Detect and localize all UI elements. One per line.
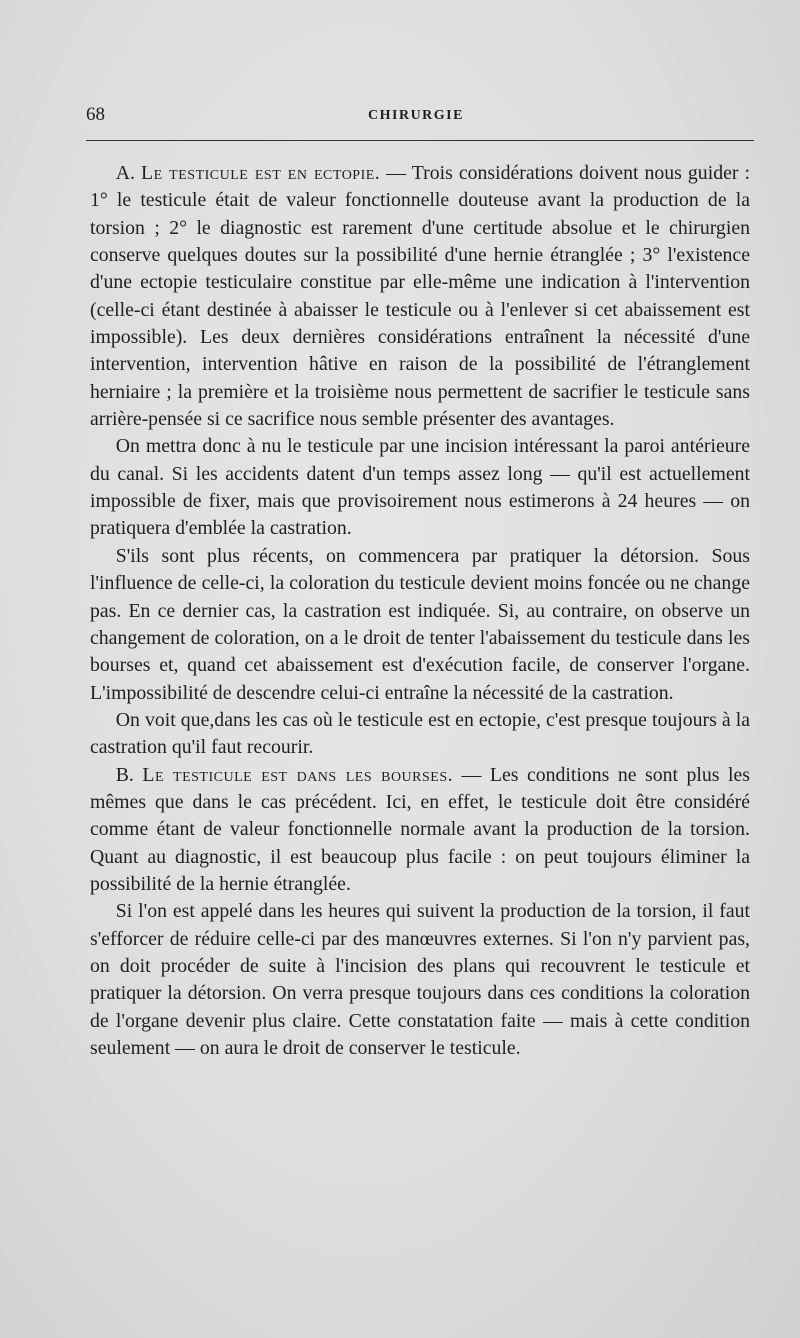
paragraph: On voit que,dans les cas où le testicule est en ectopie, c'est presque toujours à la castration qu'il faut recourir. — [90, 708, 750, 759]
section-b-heading: Le testicule est dans les bourses. — [142, 763, 454, 786]
section-b-label: B. — [115, 763, 134, 786]
page-header — [86, 104, 746, 134]
paragraph-section-b — [90, 762, 750, 899]
section-a-heading: Le testicule est en ectopie. — [141, 162, 381, 184]
paragraph-text: — Les conditions ne sont plus les mêmes que dans le cas précédent. Ici, en effet, le testicule doit être considéré comme étant de valeur fonctionnelle normale avant la production de la torsion. Quant au diagnostic, il est beaucoup plus facile : on peut toujours éliminer la possibilité de la hernie étranglée. — [90, 763, 750, 895]
paragraph: Si l'on est appelé dans les heures qui suivent la production de la torsion, il faut s'efforcer de réduire celle-ci par des manœuvres externes. Si l'on n'y parvient pas, on doit procéder de suite à l'incision des plans qui recouvrent le testicule et pratiquer la détorsion. On verra presque toujours dans ces conditions la coloration de l'organe devenir plus claire. Cette constatation faite — mais à cette condition seulement — on aura le droit de conserver le testicule. — [90, 900, 750, 1059]
body-text — [90, 160, 750, 1062]
paragraph-section-a — [90, 160, 750, 433]
page-number: 68 — [86, 104, 105, 125]
paragraph: S'ils sont plus récents, on commencera par pratiquer la détorsion. Sous l'influence de celle-ci, la coloration du testicule devient moins foncée ou ne change pas. En ce dernier cas, la castration est indiquée. Si, au contraire, on observe un changement de coloration, on a le droit de tenter l'abaissement du testicule dans les bourses et, quand cet abaissement est d'exécution facile, de conserver l'organe. L'impossibilité de descendre celui-ci entraîne la nécessité de la castration. — [90, 544, 750, 704]
paragraph: On mettra donc à nu le testicule par une incision intéressant la paroi antérieure du canal. Si les accidents datent d'un temps assez long — qu'il est actuellement impossible de fixer, mais que provisoirement nous estimerons à 24 heures — on pratiquera d'emblée la castration. — [90, 435, 750, 540]
running-title: CHIRURGIE — [368, 108, 464, 123]
section-a-label: A. — [115, 162, 135, 184]
paragraph-text: — Trois considérations doivent nous guider : 1° le testicule était de valeur fonctionnelle douteuse avant la production de la torsion ; 2° le diagnostic est rarement d'une certitude absolue et le chirurgien conserve quelques doutes sur la possibilité d'une hernie étranglée ; 3° l'existence d'une ectopie testiculaire constitue par elle-même une indication à l'intervention (celle-ci étant destinée à abaisser le testicule ou à l'enlever si cet abaissement est impossible). Les deux dernières considérations entraînent la nécessité d'une intervention, intervention hâtive en raison de la possibilité de l'étranglement herniaire ; la première et la troisième nous permettent de sacrifier le testicule sans arrière-pensée si ce sacrifice nous semble présenter des avantages. — [90, 162, 750, 431]
header-rule — [86, 140, 754, 141]
